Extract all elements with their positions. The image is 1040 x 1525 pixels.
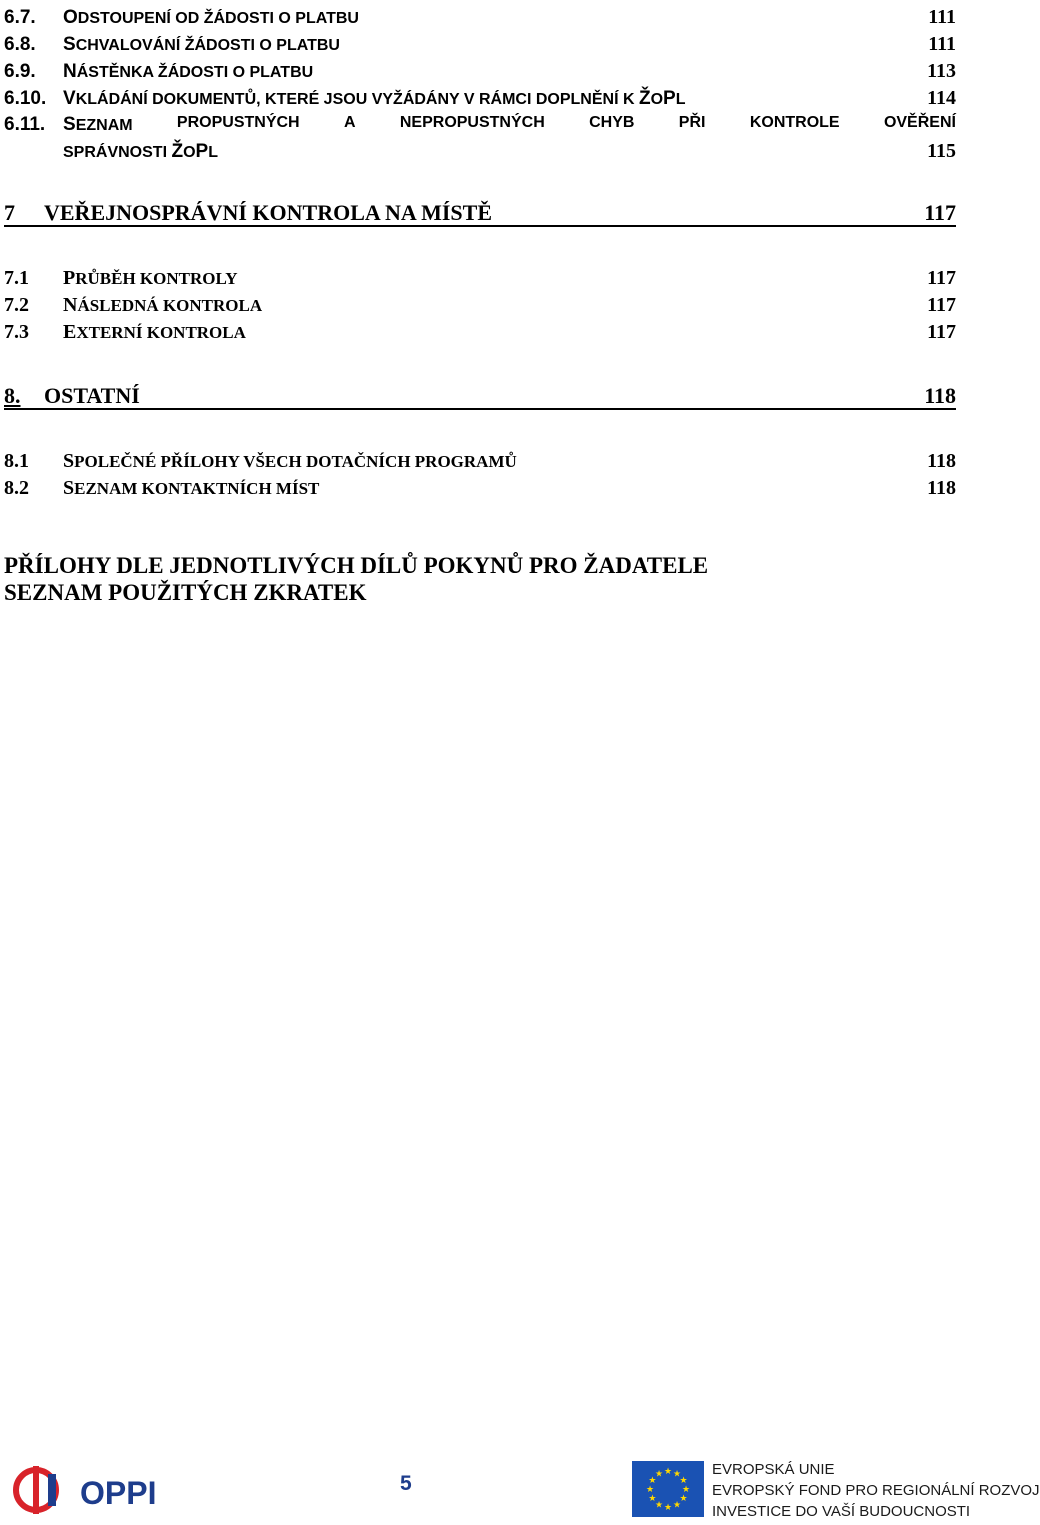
toc-page: 115 — [927, 140, 956, 162]
eu-star: ★ — [679, 1475, 688, 1485]
toc-entry-6-9[interactable] — [4, 60, 956, 83]
toc-number: 7.1 — [4, 267, 29, 289]
toc-entry-7-3[interactable] — [4, 321, 956, 344]
eu-star: ★ — [679, 1493, 688, 1503]
toc-page: 113 — [927, 60, 956, 82]
toc-number: 6.11. — [4, 114, 46, 135]
toc-entry-7-1[interactable] — [4, 267, 956, 290]
toc-title: NÁSTĚNKA ŽÁDOSTI O PLATBU — [63, 61, 314, 82]
eu-line-3: INVESTICE DO VAŠÍ BUDOUCNOSTI — [712, 1503, 971, 1520]
toc-title: PRŮBĚH KONTROLY — [63, 267, 238, 289]
chapter-number: 7 — [4, 200, 15, 225]
eu-text-block — [712, 1459, 1040, 1522]
toc-page: 118 — [927, 450, 956, 472]
toc-title-cont: SPRÁVNOSTI ŽOPL — [63, 141, 218, 162]
eu-star: ★ — [648, 1475, 657, 1485]
toc-entry-6-10[interactable] — [4, 87, 956, 110]
eu-flag-icon — [632, 1461, 704, 1517]
page-number: 5 — [400, 1472, 412, 1495]
toc-title: SPOLEČNÉ PŘÍLOHY VŠECH DOTAČNÍCH PROGRAMŮ — [63, 450, 517, 472]
toc-entry-6-11[interactable] — [4, 114, 956, 136]
chapter-page: 117 — [924, 200, 956, 225]
toc-entry-8-2[interactable] — [4, 477, 956, 500]
eu-star: ★ — [645, 1484, 655, 1494]
toc-number: 6.10. — [4, 88, 47, 109]
oppi-logo-i — [48, 1474, 56, 1506]
toc-chapter-7[interactable] — [4, 201, 956, 227]
oppi-logo-bar — [33, 1466, 39, 1514]
toc-page: 117 — [927, 321, 956, 343]
oppi-logo-text: OPPI — [80, 1475, 157, 1511]
toc-number: 6.7. — [4, 7, 36, 28]
eu-line-2: EVROPSKÝ FOND PRO REGIONÁLNÍ ROZVOJ — [712, 1482, 1040, 1499]
toc-title: SEZNAM PROPUSTNÝCH A NEPROPUSTNÝCH CHYB PŘI KONTROLE OVĚŘENÍ — [63, 114, 956, 135]
toc-entry-7-2[interactable] — [4, 294, 956, 317]
chapter-page: 118 — [924, 383, 956, 408]
toc-annex-prilohy[interactable]: PŘÍLOHY DLE JEDNOTLIVÝCH DÍLŮ POKYNŮ PRO ŽADATELE — [4, 553, 709, 578]
toc-number: 7.3 — [4, 321, 29, 343]
eu-star: ★ — [648, 1493, 657, 1503]
eu-star: ★ — [681, 1484, 691, 1494]
toc-annex-zkratky[interactable]: SEZNAM POUŽITÝCH ZKRATEK — [4, 580, 367, 605]
toc-title: NÁSLEDNÁ KONTROLA — [63, 294, 263, 316]
toc-page: 111 — [928, 33, 956, 55]
toc-page: 114 — [927, 87, 956, 109]
toc-title: ODSTOUPENÍ OD ŽÁDOSTI O PLATBU — [63, 7, 359, 28]
toc-number: 8.2 — [4, 477, 29, 499]
toc-number: 7.2 — [4, 294, 29, 316]
eu-star: ★ — [654, 1468, 664, 1479]
toc-number: 6.8. — [4, 34, 36, 55]
toc-entry-6-11-cont[interactable] — [4, 140, 956, 163]
eu-star: ★ — [672, 1468, 682, 1479]
eu-star: ★ — [654, 1499, 664, 1510]
chapter-title: VEŘEJNOSPRÁVNÍ KONTROLA NA MÍSTĚ — [44, 200, 493, 225]
oppi-logo — [12, 1464, 172, 1516]
toc-chapter-8[interactable] — [4, 384, 956, 410]
toc-page: 117 — [927, 267, 956, 289]
eu-star: ★ — [672, 1499, 682, 1510]
toc-entry-6-7[interactable] — [4, 6, 956, 29]
eu-line-1: EVROPSKÁ UNIE — [712, 1461, 835, 1478]
toc-title: VKLÁDÁNÍ DOKUMENTŮ, KTERÉ JSOU VYŽÁDÁNY V RÁMCI DOPLNĚNÍ K ŽOPL — [63, 88, 686, 109]
eu-star: ★ — [663, 1466, 673, 1476]
toc-title: SCHVALOVÁNÍ ŽÁDOSTI O PLATBU — [63, 34, 340, 55]
toc-title: EXTERNÍ KONTROLA — [63, 321, 246, 343]
toc-title: SEZNAM KONTAKTNÍCH MÍST — [63, 477, 320, 499]
chapter-number: 8. — [4, 383, 21, 408]
toc-page: 118 — [927, 477, 956, 499]
toc-number: 6.9. — [4, 61, 36, 82]
toc-page: 111 — [928, 6, 956, 28]
toc-entry-6-8[interactable] — [4, 33, 956, 56]
chapter-title: OSTATNÍ — [44, 383, 140, 408]
toc-entry-8-1[interactable] — [4, 450, 956, 473]
eu-star: ★ — [663, 1502, 673, 1512]
toc-number: 8.1 — [4, 450, 29, 472]
toc-page: 117 — [927, 294, 956, 316]
